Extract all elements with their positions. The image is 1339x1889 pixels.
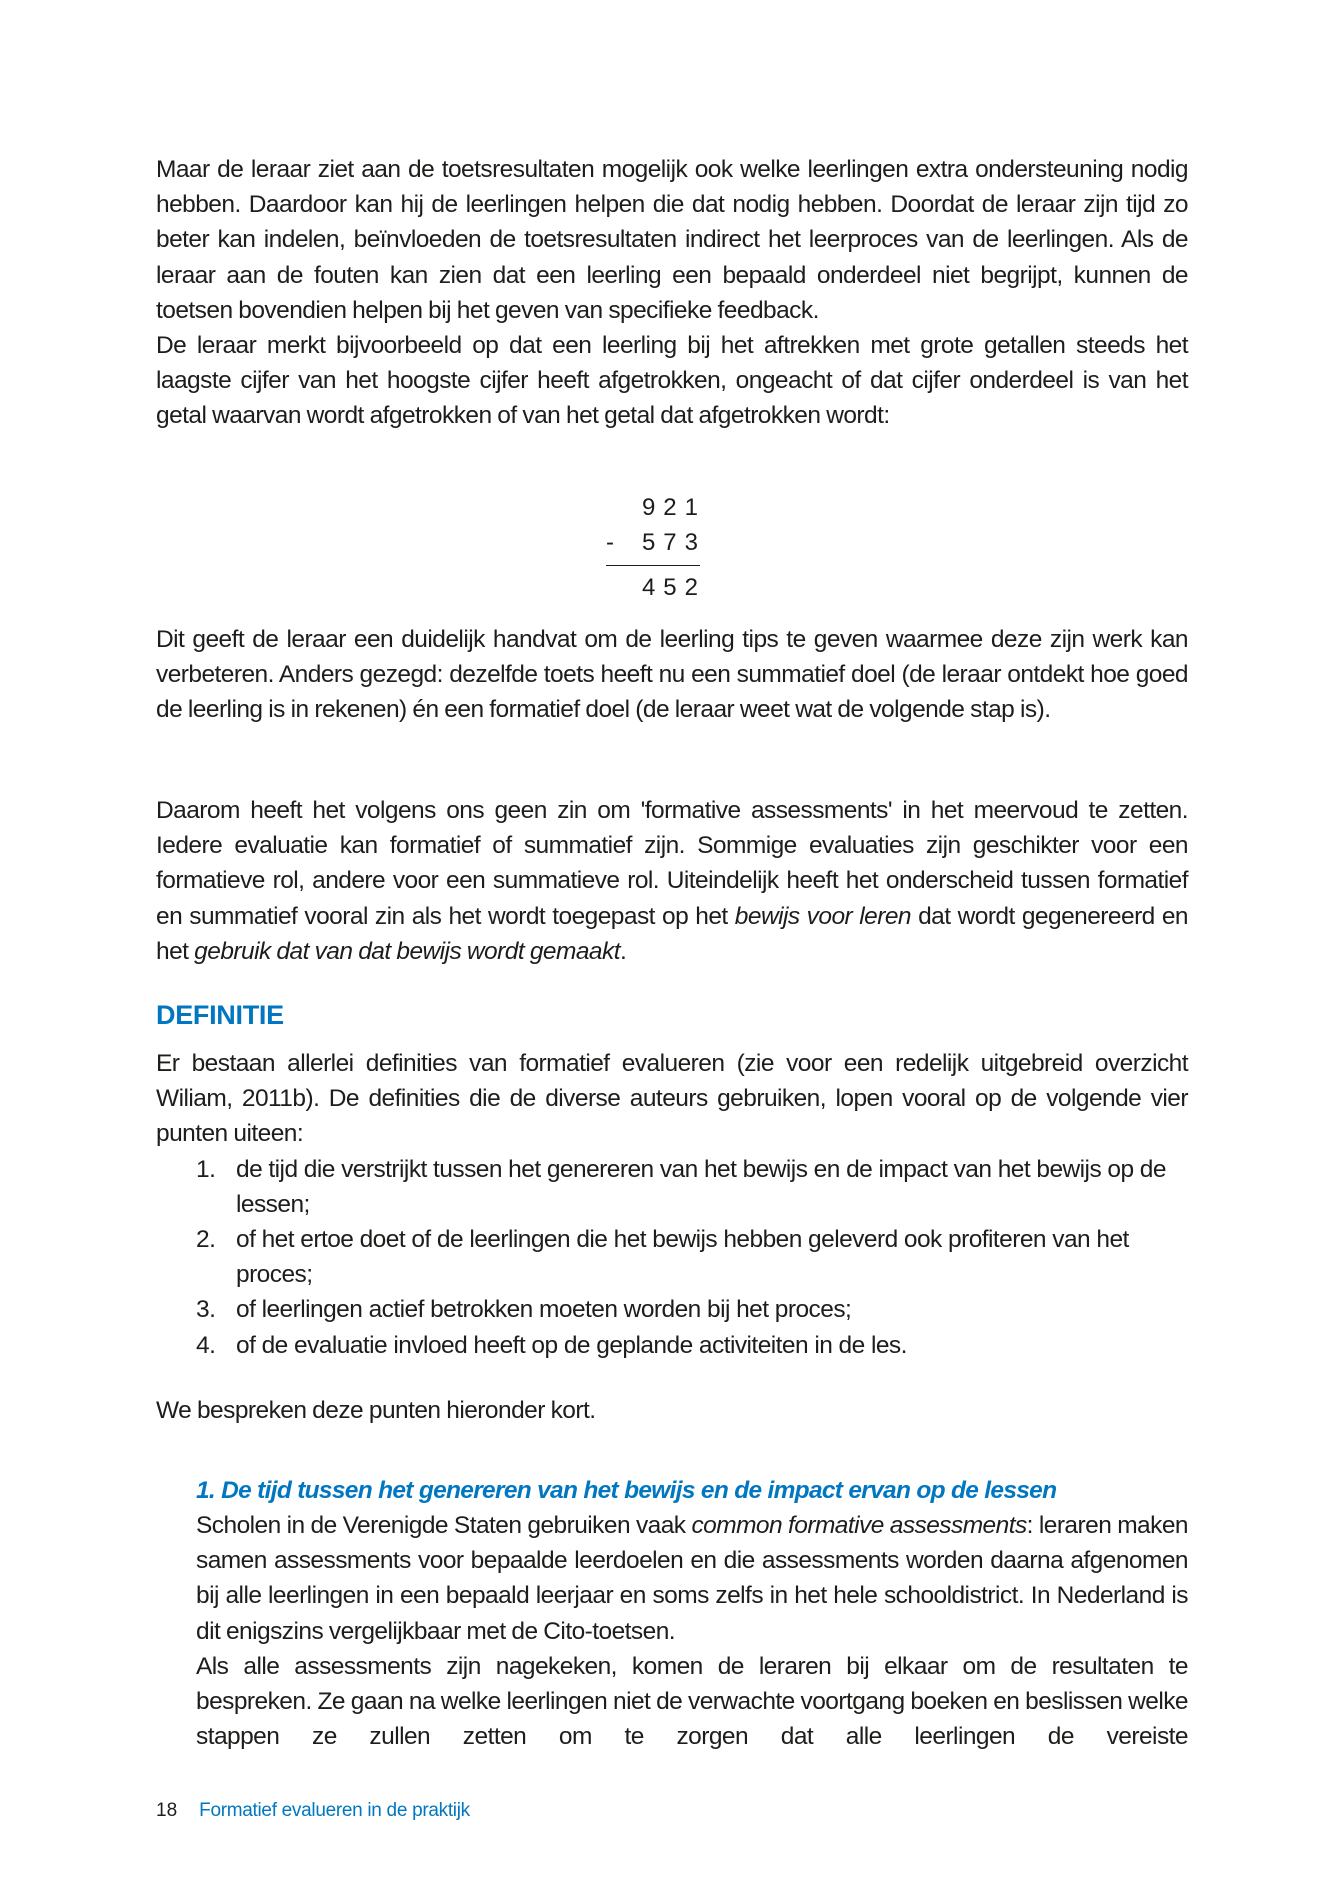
list-item xyxy=(196,1222,1188,1292)
subheading-1: 1. De tijd tussen het genereren van het bewijs en de impact ervan op de lessen xyxy=(196,1477,1057,1504)
paragraph-4-italic-b: gebruik dat van dat bewijs wordt gemaakt xyxy=(194,937,620,965)
paragraph-7 xyxy=(196,1508,1188,1649)
sum-rule xyxy=(606,565,700,566)
list-item xyxy=(196,1292,1188,1327)
section-definitie xyxy=(156,1000,1188,1031)
body-block-2 xyxy=(156,622,1188,728)
running-title: Formatief evalueren in de praktijk xyxy=(199,1800,470,1821)
paragraph-3: Dit geeft de leraar een duidelijk handvat om de leerling tips te geven waarmee deze zijn werk kan verbeteren. Anders gezegd: dezelfde toets heeft nu een summatief doel (de leraar ontdekt hoe goed de leerling is in rekenen) én een formatief doel (de leraar weet wat de volgende stap is). xyxy=(156,626,1188,724)
list-text: of het ertoe doet of de leerlingen die het bewijs hebben geleverd ook profiteren van het proces; xyxy=(236,1226,1129,1289)
paragraph-4 xyxy=(156,793,1188,969)
list-number: 1. xyxy=(196,1155,216,1183)
subtrahend-row xyxy=(606,525,706,560)
paragraph-7-text-b: : leraren maken samen assessments voor bepaalde leerdoelen en die assessments worden daarna afgenomen bij alle leerlingen in een bepaald leerjaar en soms zelfs in het hele schooldistrict. In Nederland is dit enigszins vergelijkbaar met de Cito-toetsen. xyxy=(196,1512,1188,1645)
paragraph-7-italic: common formative assessments xyxy=(691,1512,1027,1539)
paragraph-8: Als alle assessments zijn nagekeken, komen de leraren bij elkaar om de resultaten te bespreken. Ze gaan na welke leerlingen niet de verwachte voortgang boeken en beslissen welke stappen ze zullen zetten om te zorgen dat alle leerlingen de vereiste xyxy=(196,1652,1188,1751)
subsection-1 xyxy=(196,1473,1188,1754)
body-block-5 xyxy=(156,1393,1188,1428)
paragraph-7-text-a: Scholen in de Verenigde Staten gebruiken vaak xyxy=(196,1512,692,1539)
list-number: 2. xyxy=(196,1226,216,1254)
paragraph-2: De leraar merkt bijvoorbeeld op dat een leerling bij het aftrekken met grote getallen steeds het laagste cijfer van het hoogste cijfer heeft afgetrokken, ongeacht of dat cijfer onderdeel is van het getal waarvan wordt afgetrokken of van het getal dat afgetrokken wordt: xyxy=(156,332,1188,430)
paragraph-5: Er bestaan allerlei definities van formatief evalueren (zie voor een redelijk uitgebreid overzicht Wiliam, 2011b). De definities die de diverse auteurs gebruiken, lopen vooral op de volgende vier punten uiteen: xyxy=(156,1050,1188,1148)
page-footer xyxy=(156,1800,470,1822)
paragraph-4-italic-a: bewijs voor leren xyxy=(734,902,911,930)
definition-points-list xyxy=(196,1152,1188,1363)
paragraph-4-text-c: . xyxy=(619,937,627,965)
paragraph-4-text-b: dat wordt gegenereerd en het xyxy=(156,902,1189,965)
minuend: 921 xyxy=(641,494,706,521)
minus-sign: - xyxy=(606,529,622,556)
list-item xyxy=(196,1152,1188,1222)
paragraph-6: We bespreken deze punten hieronder kort. xyxy=(156,1397,596,1424)
list-number: 3. xyxy=(196,1296,216,1324)
result: 452 xyxy=(641,574,706,601)
section-heading: DEFINITIE xyxy=(156,1000,284,1030)
list-text: of de evaluatie invloed heeft op de geplande activiteiten in de les. xyxy=(236,1331,907,1359)
paragraph-1: Maar de leraar ziet aan de toetsresultaten mogelijk ook welke leerlingen extra ondersteuning nodig hebben. Daardoor kan hij de leerlingen helpen die dat nodig hebben. Doordat de leraar zijn tijd zo beter kan indelen, beïnvloeden de toetsresultaten indirect het leerproces van de leerlingen. Als de leraar aan de fouten kan zien dat een leerling een bepaald onderdeel niet begrijpt, kunnen de toetsen bovendien helpen bij het geven van specifieke feedback. xyxy=(156,156,1188,324)
list-text: de tijd die verstrijkt tussen het genereren van het bewijs en de impact van het bewijs op de lessen; xyxy=(236,1155,1166,1218)
list-item xyxy=(196,1328,1188,1363)
body-block-4 xyxy=(156,1046,1188,1363)
paragraph-4-text-a: Daarom heeft het volgens ons geen zin om 'formative assessments' in het meervoud te zetten. Iedere evaluatie kan formatief of summatief zijn. Sommige evaluaties zijn geschikter voor een formatieve rol, andere voor een summatieve rol. Uiteindelijk heeft het onderscheid tussen formatief en summatief vooral zin als het wordt toegepast op het xyxy=(156,797,1188,930)
page-number: 18 xyxy=(156,1800,178,1821)
subtraction-example xyxy=(606,490,706,605)
subtrahend: 573 xyxy=(641,529,706,556)
list-number: 4. xyxy=(196,1331,216,1359)
body-block-3 xyxy=(156,793,1188,969)
list-text: of leerlingen actief betrokken moeten worden bij het proces; xyxy=(236,1296,852,1324)
body-block-1 xyxy=(156,152,1188,434)
